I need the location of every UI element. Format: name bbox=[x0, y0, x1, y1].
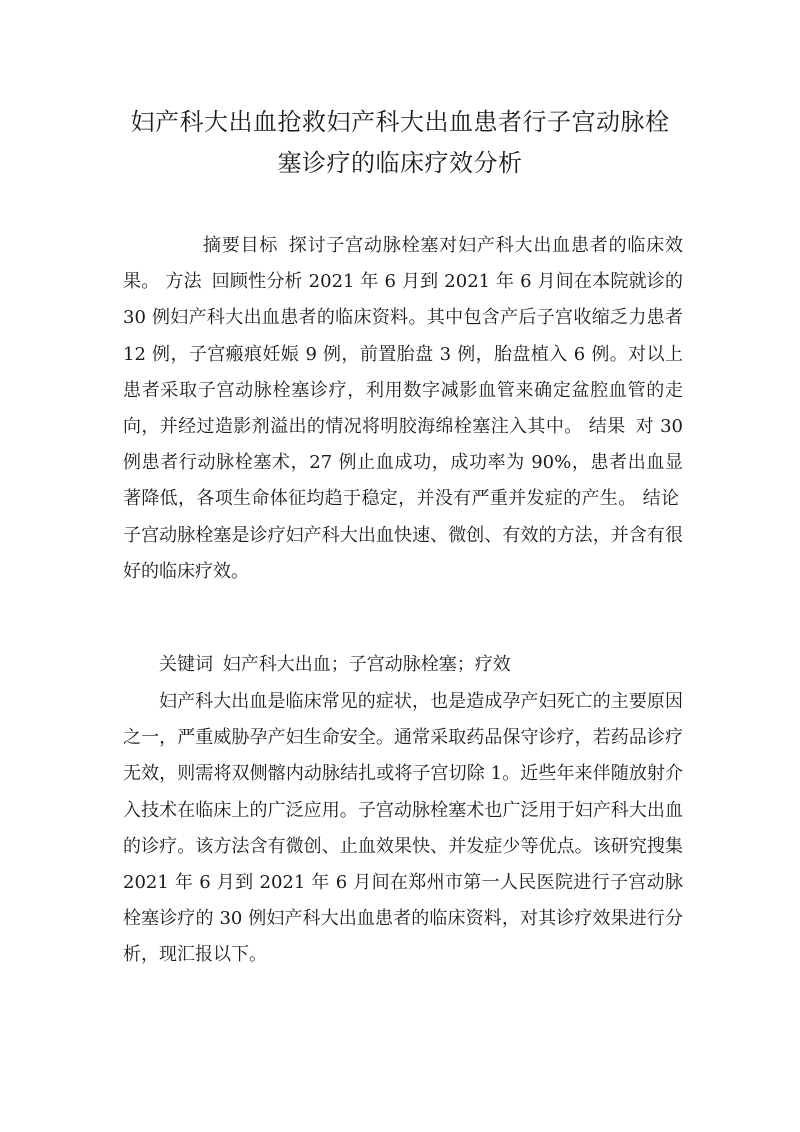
methods-label: 方法 bbox=[165, 271, 202, 293]
conclusion-label: 结论 bbox=[642, 488, 679, 510]
results-label: 结果 bbox=[588, 416, 626, 438]
title-line-1: 妇产科大出血抢救妇产科大出血患者行子宫动脉栓 bbox=[130, 108, 670, 136]
abstract-methods: 回顾性分析 2021 年 6 月到 2021 年 6 月间在本院就诊的 30 例妇产科大出血患者的临床资料。其中包含产后子宫收缩乏力患者 12 例，子宫瘢痕妊娠 9 例，前置胎盘 3 例，胎盘植入 6 例。对以上患者采取子宫动脉栓塞诊疗，利用数字减影血管来确定盆腔血管的走向，并经过造影剂溢出的情况将明胶海绵栓塞注入其中。 bbox=[123, 271, 683, 438]
intro-text: 妇产科大出血是临床常见的症状，也是造成孕产妇死亡的主要原因之一，严重威胁孕产妇生命安全。通常采取药品保守诊疗，若药品诊疗无效，则需将双侧髂内动脉结扎或将子宫切除 1。近些年来伴随放射介入技术在临床上的广泛应用。子宫动脉栓塞术也广泛用于妇产科大出血的诊疗。该方法含有微创、止血效果快、并发症少等优点。该研究搜集 2021 年 6 月到 2021 年 6 月间在郑州市第一人民医院进行子宫动脉栓塞诊疗的 30 例妇产科大出血患者的临床资料，对其诊疗效果进行分析，现汇报以下。 bbox=[123, 691, 683, 966]
keywords-paragraph bbox=[123, 647, 683, 683]
intro-paragraph bbox=[123, 684, 683, 974]
keywords-text: 妇产科大出血；子宫动脉栓塞；疗效 bbox=[222, 654, 511, 675]
abstract-objective: 探讨子宫动脉栓塞对妇产科大出血患者的临床效果。 bbox=[123, 235, 684, 293]
keywords-label: 关键词 bbox=[159, 654, 213, 675]
abstract-results: 对 30 例患者行动脉栓塞术，27 例止血成功，成功率为 90%，患者出血显著降低，各项生命体征均趋于稳定，并没有严重并发症的产生。 bbox=[123, 416, 683, 510]
abstract-paragraph bbox=[123, 228, 683, 590]
abstract-label: 摘要目标 bbox=[203, 235, 279, 256]
abstract-conclusion: 子宫动脉栓塞是诊疗妇产科大出血快速、微创、有效的方法，并含有很好的临床疗效。 bbox=[123, 524, 683, 582]
title-line-2: 塞诊疗的临床疗效分析 bbox=[277, 149, 523, 177]
page-title bbox=[110, 102, 690, 184]
